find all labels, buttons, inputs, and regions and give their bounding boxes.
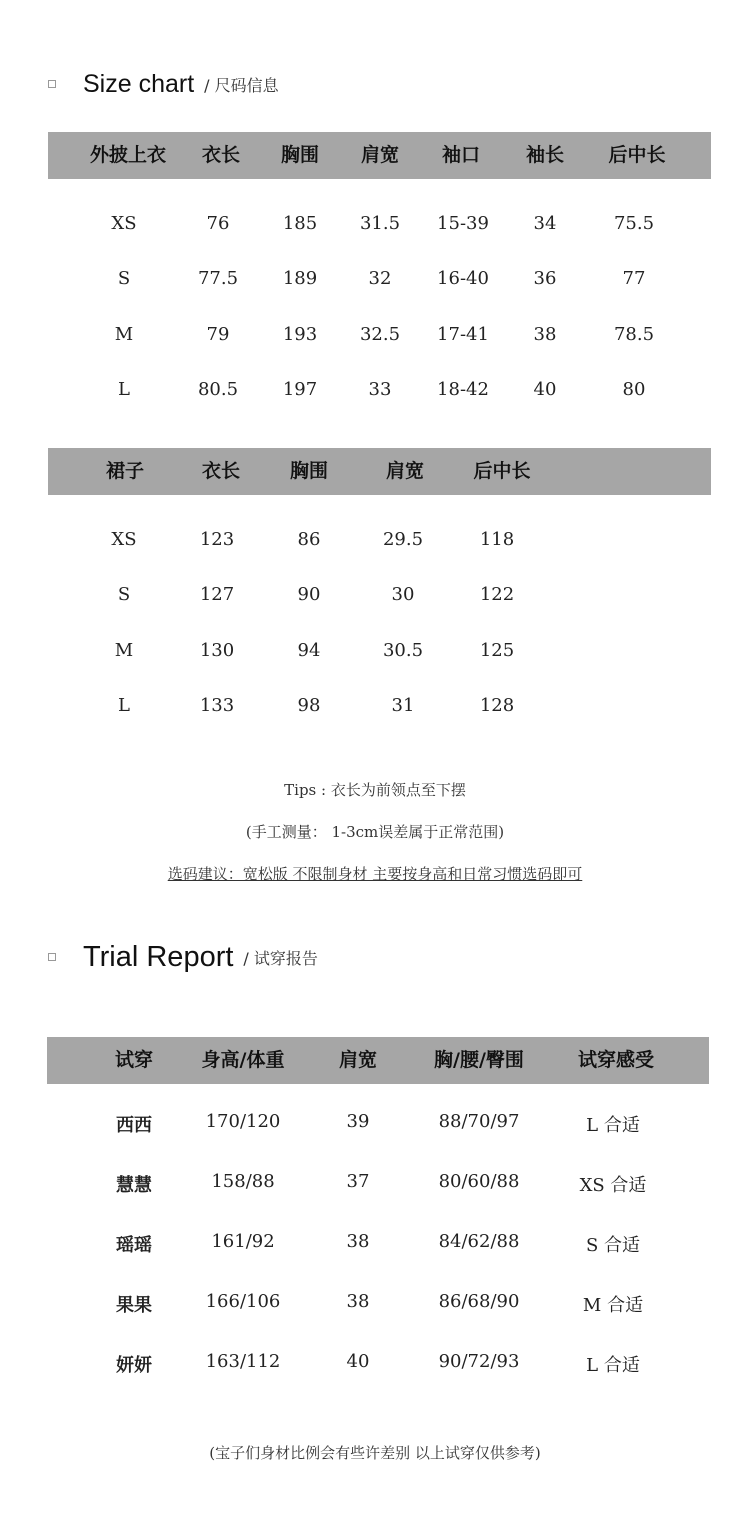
table-cell: 158/88 bbox=[211, 1171, 275, 1192]
table-cell: 32 bbox=[368, 268, 392, 289]
table-cell: 128 bbox=[479, 695, 515, 716]
size-advice bbox=[0, 863, 750, 884]
row-label: L bbox=[118, 695, 130, 716]
table-cell: 30.5 bbox=[382, 640, 424, 661]
table-cell: L 合适 bbox=[586, 1115, 640, 1136]
table-cell: 125 bbox=[479, 640, 515, 661]
table-cell: 88/70/97 bbox=[438, 1111, 520, 1132]
table-cell: 31 bbox=[391, 695, 415, 716]
table-cell: 197 bbox=[282, 379, 318, 400]
column-header: 试穿 bbox=[114, 1049, 154, 1071]
table-cell: 163/112 bbox=[205, 1351, 281, 1372]
table-cell: 94 bbox=[297, 640, 321, 661]
column-header: 肩宽 bbox=[385, 460, 425, 482]
row-label: L bbox=[118, 379, 130, 400]
row-label: 西西 bbox=[116, 1115, 152, 1136]
trial-report-heading bbox=[48, 937, 318, 977]
column-header: 胸/腰/臀围 bbox=[434, 1049, 524, 1071]
column-header: 裙子 bbox=[105, 460, 145, 482]
row-label: S bbox=[117, 268, 131, 289]
column-header: 身高/体重 bbox=[201, 1049, 285, 1071]
row-label: 慧慧 bbox=[116, 1175, 152, 1196]
row-label: XS bbox=[111, 213, 137, 234]
table-cell: 86/68/90 bbox=[438, 1291, 520, 1312]
table-cell: 193 bbox=[282, 324, 318, 345]
table-cell: 80 bbox=[622, 379, 646, 400]
row-label: M bbox=[114, 640, 134, 661]
table-cell: 84/62/88 bbox=[438, 1231, 520, 1252]
table-cell: L 合适 bbox=[586, 1355, 640, 1376]
column-header: 后中长 bbox=[473, 460, 531, 482]
table-cell: 90 bbox=[297, 584, 321, 605]
column-header: 外披上衣 bbox=[89, 144, 167, 166]
table-cell: 79 bbox=[206, 324, 230, 345]
measure-note: (手工测量： 1-3cm误差属于正常范围) bbox=[245, 823, 505, 841]
size-chart-subtitle: / 尺码信息 bbox=[204, 75, 279, 95]
column-header: 袖长 bbox=[525, 144, 565, 166]
table-cell: 36 bbox=[533, 268, 557, 289]
table-cell: 38 bbox=[346, 1291, 370, 1312]
row-label: S bbox=[117, 584, 131, 605]
size-advice-text: 选码建议：宽松版 不限制身材 主要按身高和日常习惯选码即可 bbox=[167, 865, 583, 883]
row-label: 瑶瑶 bbox=[116, 1235, 152, 1256]
column-header: 肩宽 bbox=[360, 144, 400, 166]
tips-text: Tips : 衣长为前领点至下摆 bbox=[284, 781, 466, 799]
row-label: M bbox=[114, 324, 134, 345]
skirt-table-header bbox=[48, 448, 711, 495]
row-label: XS bbox=[111, 529, 137, 550]
row-label: 果果 bbox=[116, 1295, 152, 1316]
table-cell: 37 bbox=[346, 1171, 370, 1192]
table-cell: 161/92 bbox=[211, 1231, 275, 1252]
trial-table-header bbox=[47, 1037, 709, 1084]
table-cell: 39 bbox=[346, 1111, 370, 1132]
table-cell: 77 bbox=[622, 268, 646, 289]
square-bullet-icon bbox=[48, 80, 56, 88]
jacket-table-header bbox=[48, 132, 711, 179]
column-header: 肩宽 bbox=[338, 1049, 378, 1071]
column-header: 衣长 bbox=[201, 144, 241, 166]
table-cell: 16-40 bbox=[437, 268, 489, 289]
table-cell: 15-39 bbox=[437, 213, 489, 234]
trial-report-subtitle: / 试穿报告 bbox=[243, 948, 318, 968]
table-cell: 40 bbox=[346, 1351, 370, 1372]
row-label: 妍妍 bbox=[116, 1355, 152, 1376]
column-header: 胸围 bbox=[280, 144, 320, 166]
table-cell: 29.5 bbox=[382, 529, 424, 550]
table-cell: 33 bbox=[368, 379, 392, 400]
column-header: 后中长 bbox=[608, 144, 666, 166]
table-cell: S 合适 bbox=[585, 1235, 641, 1256]
size-chart-heading bbox=[48, 64, 279, 104]
table-cell: XS 合适 bbox=[579, 1175, 647, 1196]
table-cell: 98 bbox=[297, 695, 321, 716]
table-cell: 80/60/88 bbox=[438, 1171, 520, 1192]
column-header: 胸围 bbox=[289, 460, 329, 482]
table-cell: 90/72/93 bbox=[438, 1351, 520, 1372]
table-cell: 127 bbox=[199, 584, 235, 605]
table-cell: 86 bbox=[297, 529, 321, 550]
table-cell: 18-42 bbox=[437, 379, 489, 400]
table-cell: 78.5 bbox=[613, 324, 655, 345]
trial-footnote: (宝子们身材比例会有些许差别 以上试穿仅供参考) bbox=[209, 1444, 541, 1462]
table-cell: 118 bbox=[479, 529, 515, 550]
table-cell: 123 bbox=[199, 529, 235, 550]
trial-report-title: Trial Report bbox=[83, 940, 234, 973]
table-cell: 166/106 bbox=[205, 1291, 281, 1312]
table-cell: 80.5 bbox=[197, 379, 239, 400]
table-cell: 34 bbox=[533, 213, 557, 234]
table-cell: M 合适 bbox=[582, 1295, 644, 1316]
table-cell: 133 bbox=[199, 695, 235, 716]
table-cell: 17-41 bbox=[437, 324, 489, 345]
column-header: 袖口 bbox=[441, 144, 481, 166]
table-cell: 38 bbox=[346, 1231, 370, 1252]
table-cell: 32.5 bbox=[359, 324, 401, 345]
table-cell: 40 bbox=[533, 379, 557, 400]
column-header: 衣长 bbox=[201, 460, 241, 482]
table-cell: 122 bbox=[479, 584, 515, 605]
table-cell: 30 bbox=[391, 584, 415, 605]
square-bullet-icon bbox=[48, 953, 56, 961]
table-cell: 189 bbox=[282, 268, 318, 289]
table-cell: 75.5 bbox=[613, 213, 655, 234]
size-chart-title: Size chart bbox=[83, 69, 195, 98]
table-cell: 31.5 bbox=[359, 213, 401, 234]
table-cell: 76 bbox=[206, 213, 230, 234]
table-cell: 77.5 bbox=[197, 268, 239, 289]
column-header: 试穿感受 bbox=[577, 1049, 655, 1071]
table-cell: 38 bbox=[533, 324, 557, 345]
table-cell: 185 bbox=[282, 213, 318, 234]
table-cell: 170/120 bbox=[205, 1111, 281, 1132]
table-cell: 130 bbox=[199, 640, 235, 661]
